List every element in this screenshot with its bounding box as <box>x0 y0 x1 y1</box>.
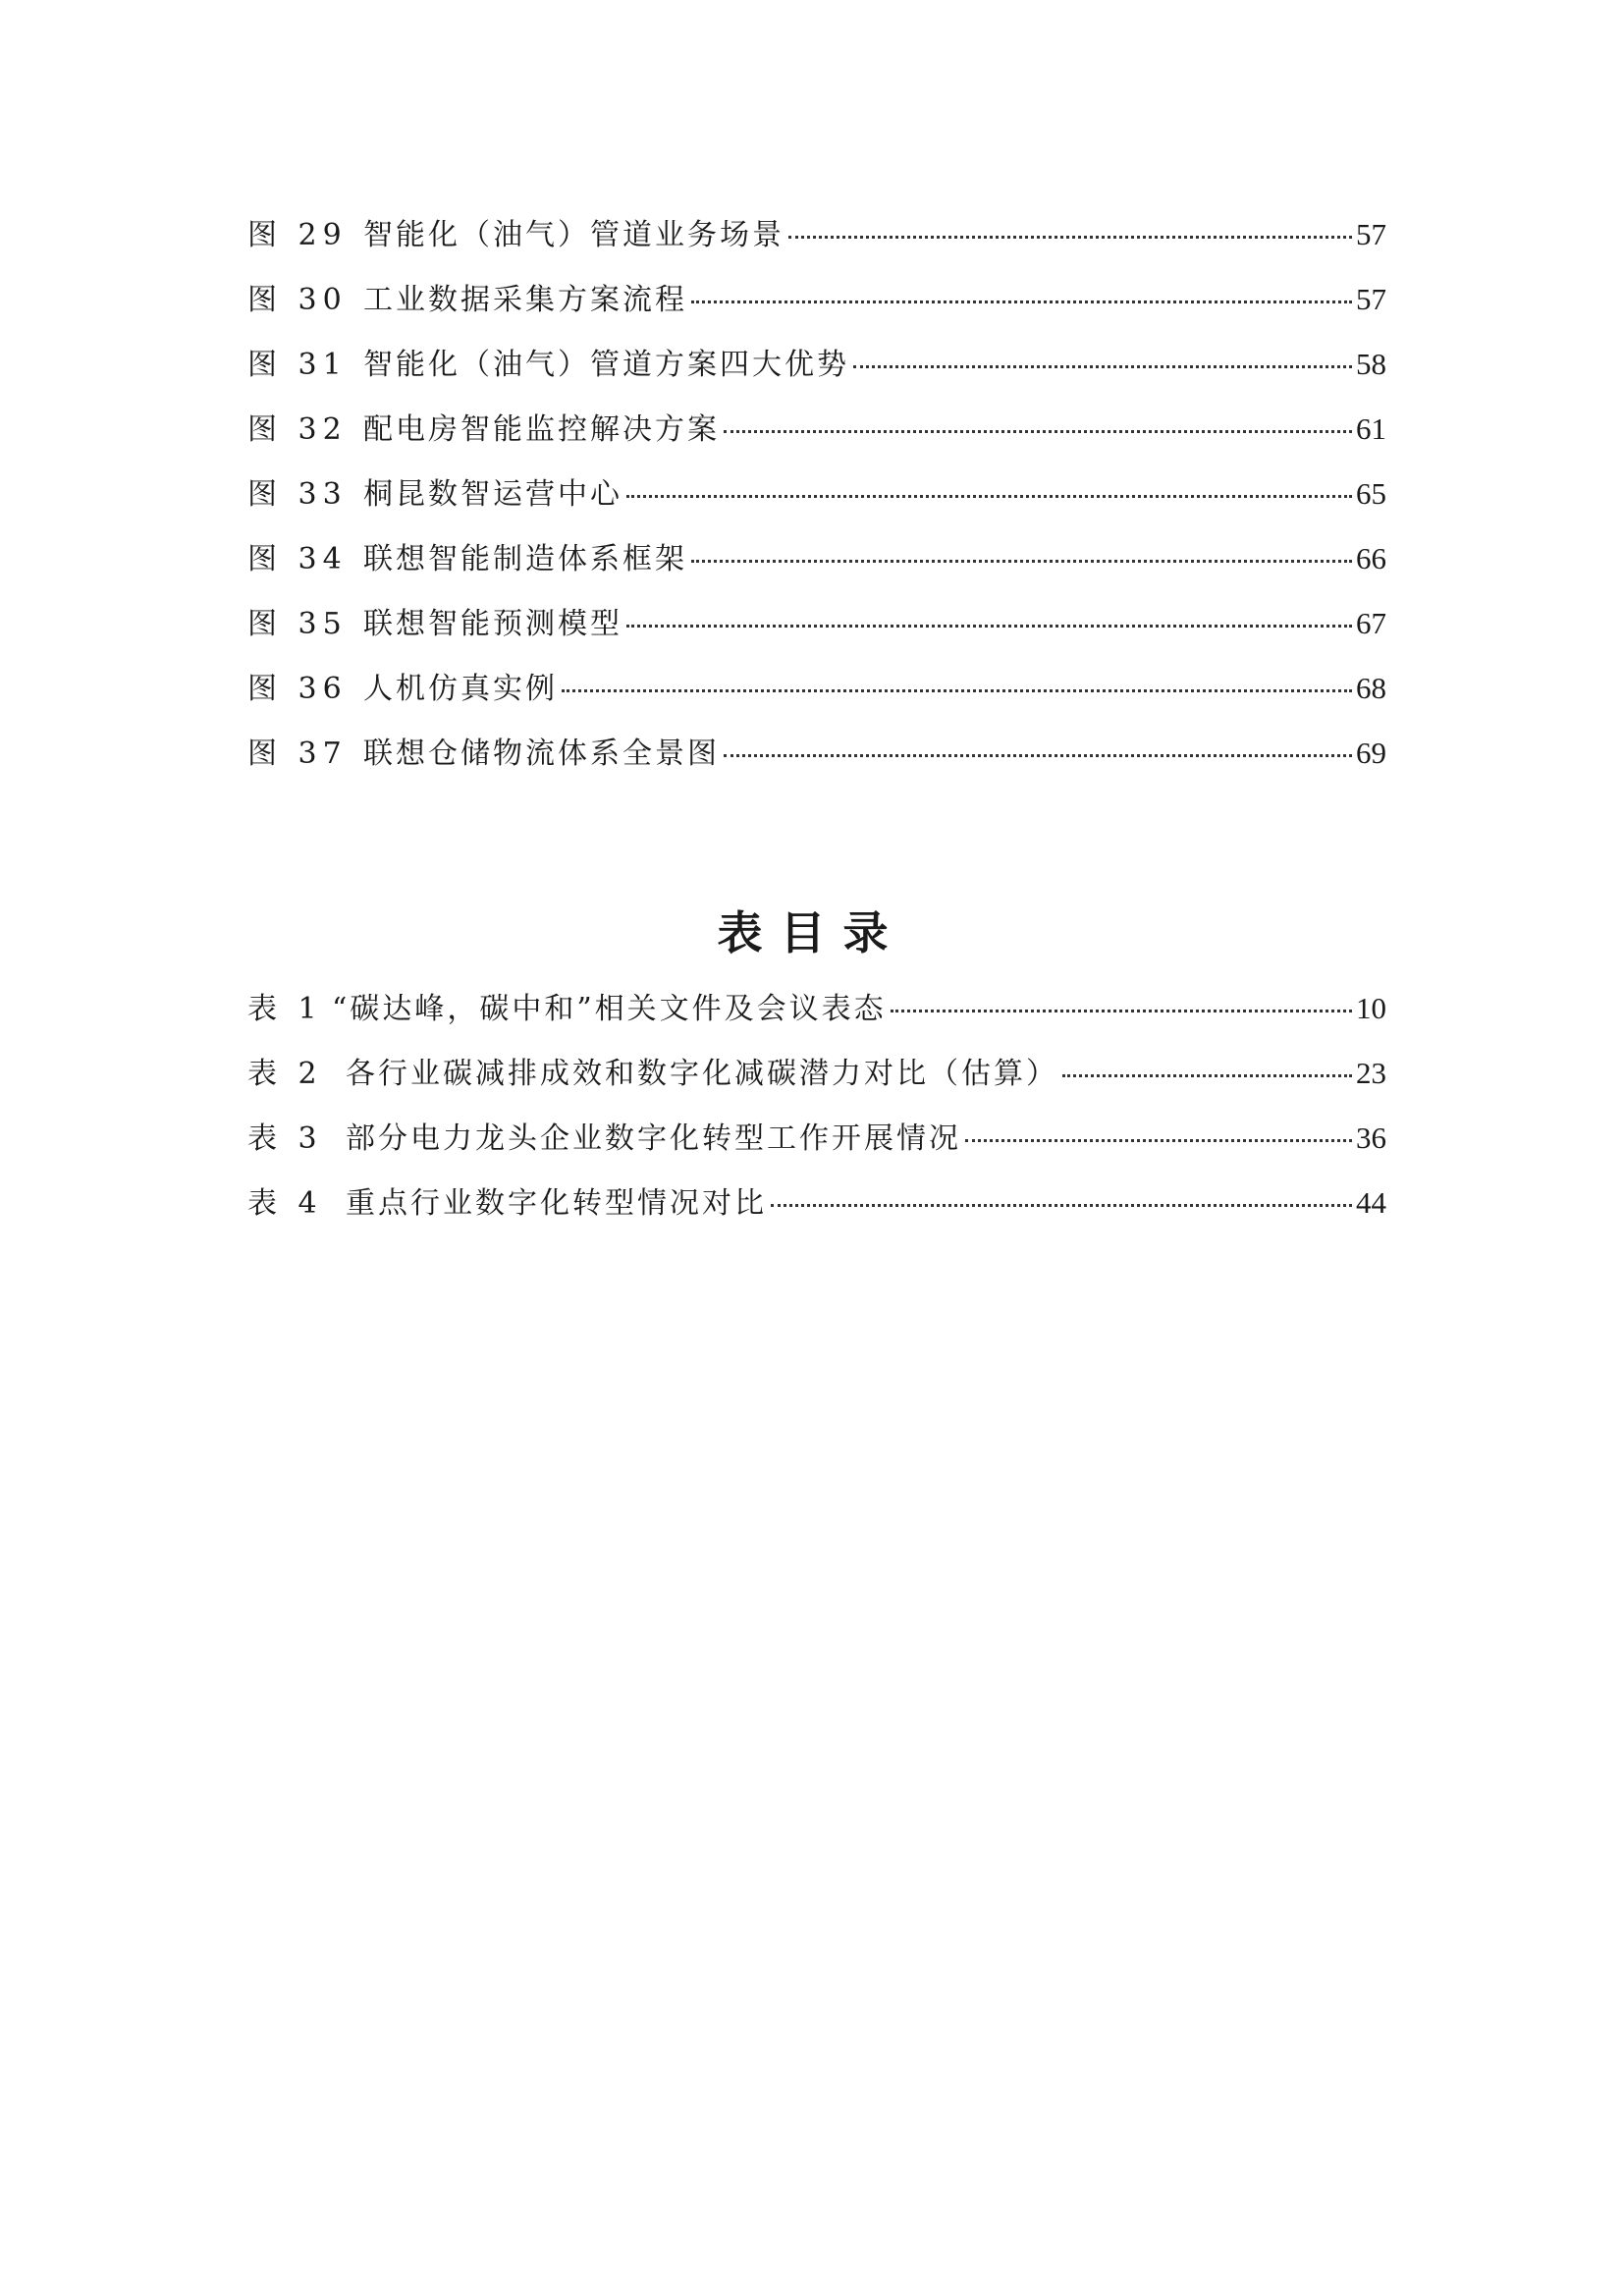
table-title: “碳达峰，碳中和”相关文件及会议表态 <box>332 992 887 1026</box>
figure-entry[interactable] <box>247 202 1386 267</box>
page-number: 23 <box>1356 1056 1386 1090</box>
figure-entry[interactable] <box>247 267 1386 332</box>
dot-leader <box>562 687 1352 692</box>
dot-leader <box>626 623 1352 628</box>
figure-number: 图 36 <box>247 672 348 706</box>
figure-entry[interactable] <box>247 591 1386 656</box>
figure-title: 桐昆数智运营中心 <box>363 477 622 512</box>
page-number: 67 <box>1356 606 1386 640</box>
table-number: 表 4 <box>247 1186 323 1221</box>
figure-number: 图 37 <box>247 737 348 771</box>
table-list <box>247 976 1386 1235</box>
figure-number: 图 34 <box>247 542 348 576</box>
table-number: 表 2 <box>247 1057 323 1091</box>
figure-number: 图 30 <box>247 283 348 317</box>
page-number: 44 <box>1356 1185 1386 1220</box>
page-number: 68 <box>1356 671 1386 705</box>
page-number: 58 <box>1356 347 1386 381</box>
table-title: 部分电力龙头企业数字化转型工作开展情况 <box>346 1121 961 1156</box>
page-number: 61 <box>1356 411 1386 446</box>
table-entry[interactable] <box>247 1171 1386 1235</box>
page-number: 36 <box>1356 1121 1386 1155</box>
dot-leader <box>891 1008 1352 1012</box>
figure-entry[interactable] <box>247 721 1386 786</box>
table-number: 表 3 <box>247 1121 323 1156</box>
figure-title: 联想智能预测模型 <box>363 607 622 641</box>
page-number: 57 <box>1356 282 1386 316</box>
figure-entry[interactable] <box>247 462 1386 526</box>
dot-leader <box>691 299 1352 303</box>
figure-list <box>247 202 1386 786</box>
figure-entry[interactable] <box>247 656 1386 721</box>
figure-title: 智能化（油气）管道方案四大优势 <box>363 348 849 382</box>
table-list-heading: 表目录 <box>717 906 906 959</box>
dot-leader <box>626 493 1352 498</box>
table-entry[interactable] <box>247 976 1386 1041</box>
page-number: 66 <box>1356 541 1386 575</box>
dot-leader <box>853 363 1352 368</box>
page-number: 57 <box>1356 217 1386 251</box>
dot-leader <box>724 428 1352 433</box>
table-entry[interactable] <box>247 1106 1386 1171</box>
figure-number: 图 35 <box>247 607 348 641</box>
page-number: 69 <box>1356 736 1386 770</box>
dot-leader <box>1062 1072 1352 1077</box>
dot-leader <box>691 558 1352 563</box>
figure-title: 联想智能制造体系框架 <box>363 542 687 576</box>
figure-number: 图 29 <box>247 218 348 252</box>
figure-number: 图 31 <box>247 348 348 382</box>
figure-title: 智能化（油气）管道业务场景 <box>363 218 784 252</box>
figure-entry[interactable] <box>247 397 1386 462</box>
dot-leader <box>965 1137 1352 1142</box>
figure-title: 配电房智能监控解决方案 <box>363 412 720 447</box>
figure-number: 图 33 <box>247 477 348 512</box>
table-number: 表 1 <box>247 992 323 1026</box>
dot-leader <box>724 752 1352 757</box>
table-title: 重点行业数字化转型情况对比 <box>346 1186 767 1221</box>
page-number: 65 <box>1356 476 1386 511</box>
figure-title: 工业数据采集方案流程 <box>363 283 687 317</box>
figure-number: 图 32 <box>247 412 348 447</box>
table-entry[interactable] <box>247 1041 1386 1106</box>
figure-entry[interactable] <box>247 526 1386 591</box>
page-number: 10 <box>1356 991 1386 1025</box>
table-title: 各行业碳减排成效和数字化减碳潜力对比（估算） <box>346 1057 1058 1091</box>
figure-title: 人机仿真实例 <box>363 672 558 706</box>
dot-leader <box>771 1202 1352 1207</box>
dot-leader <box>788 234 1352 239</box>
figure-entry[interactable] <box>247 332 1386 397</box>
figure-title: 联想仓储物流体系全景图 <box>363 737 720 771</box>
